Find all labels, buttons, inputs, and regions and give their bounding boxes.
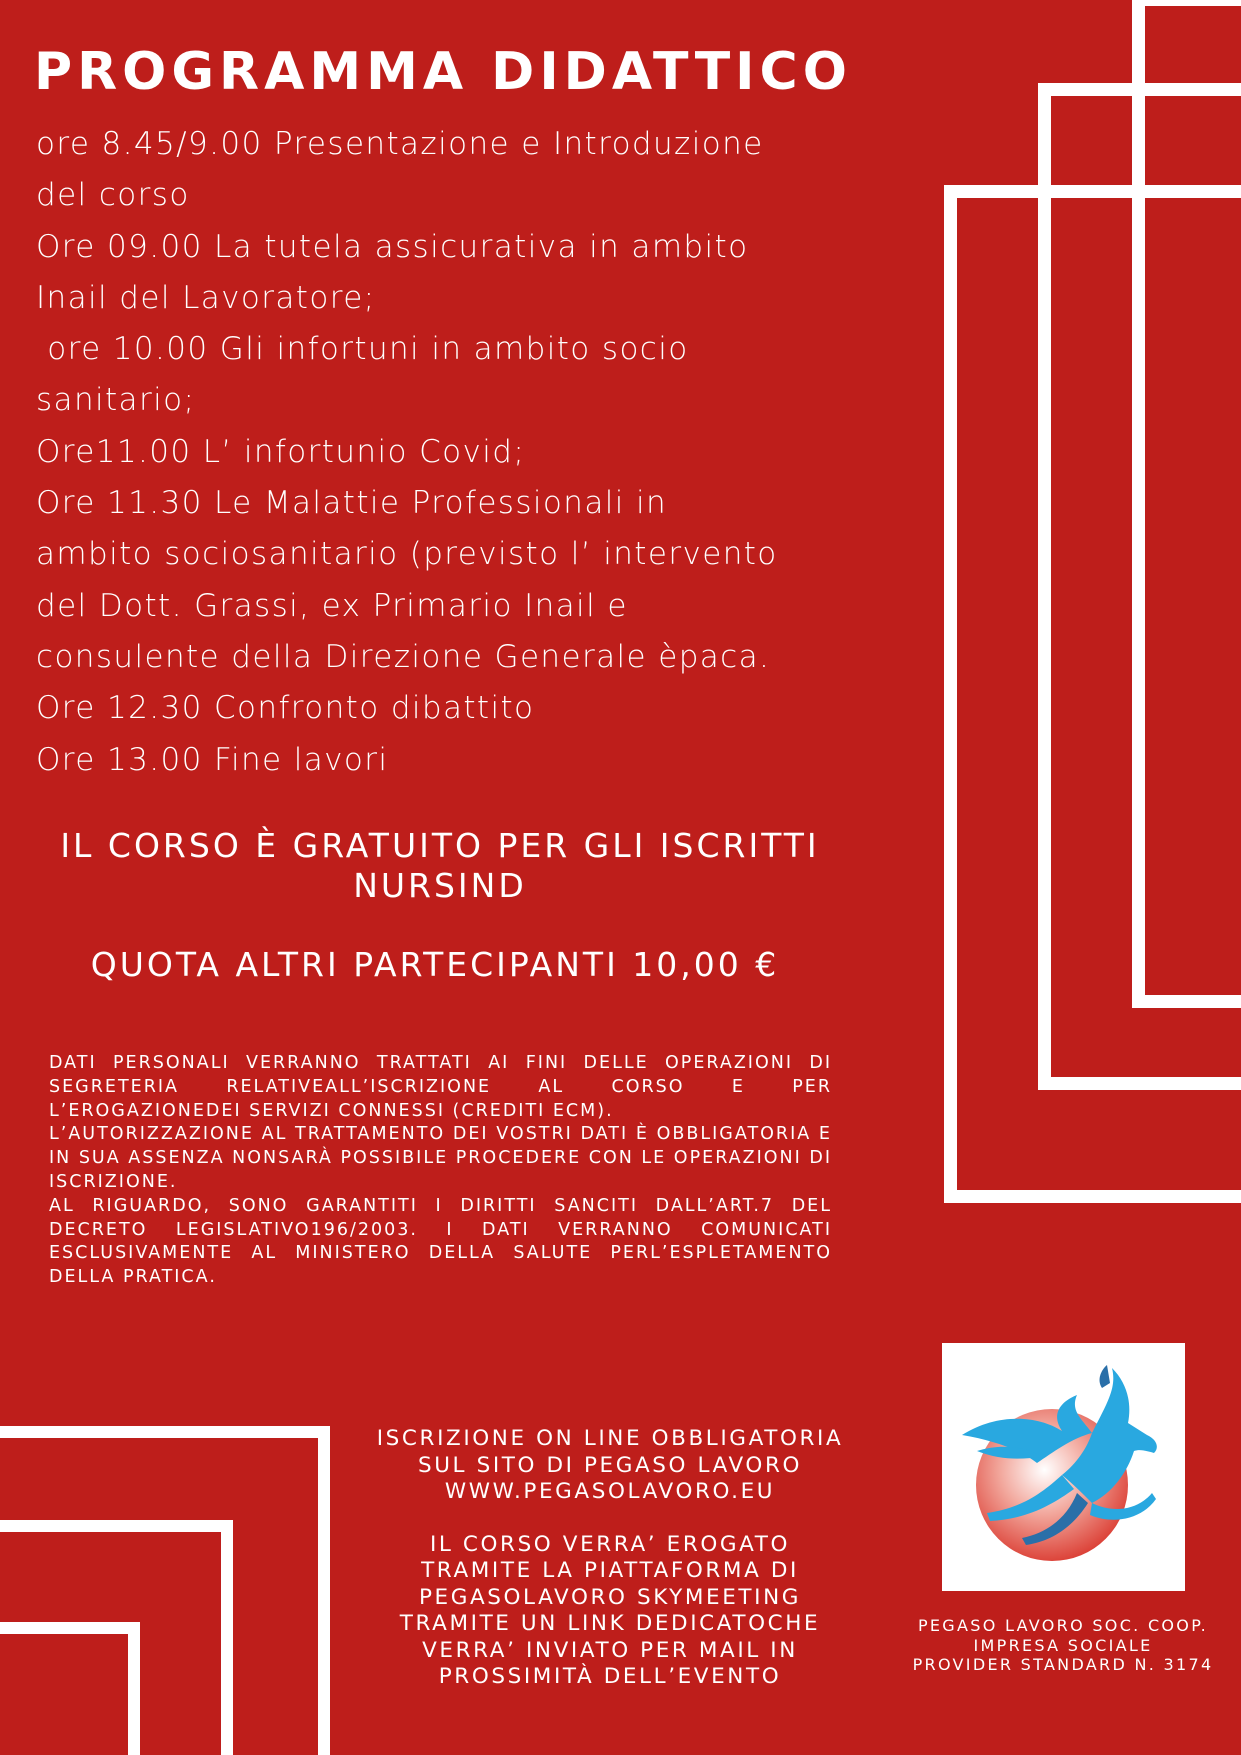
privacy-paragraph: L’AUTORIZZAZIONE AL TRATTAMENTO DEI VOSTRI DATI È OBBLIGATORIA E IN SUA ASSENZA NONSARÀ POSSIBILE PROCEDERE CON LE OPERAZIONI DI ISCRIZIONE. (49, 1124, 832, 1192)
schedule-line: Ore 11.30 Le Malattie Professionali in (36, 485, 668, 522)
registration-info (330, 1426, 890, 1691)
participant-fee-notice: QUOTA ALTRI PARTECIPANTI 10,00 € (90, 945, 780, 984)
pegaso-logo (942, 1343, 1185, 1591)
delivery-line: VERRA’ INVIATO PER MAIL IN (422, 1637, 798, 1663)
schedule-line: sanitario; (36, 382, 196, 419)
schedule-line: ore 8.45/9.00 Presentazione e Introduzione (36, 126, 764, 162)
provider-line: PEGASO LAVORO SOC. COOP. (917, 1616, 1209, 1635)
delivery-line: PROSSIMITÀ DELL’EVENTO (438, 1664, 782, 1689)
delivery-line: TRAMITE LA PIATTAFORMA DI (421, 1558, 799, 1583)
privacy-paragraph: DATI PERSONALI VERRANNO TRATTATI AI FINI DELLE OPERAZIONI DI SEGRETERIA RELATIVEALL’ISCRIZIONE AL CORSO E PER L’EROGAZIONEDEI SERVIZI CONNESSI (CREDITI ECM). (49, 1053, 832, 1121)
delivery-line: TRAMITE UN LINK DEDICATOCHE (399, 1611, 821, 1636)
schedule-line: Ore 12.30 Confronto dibattito (36, 690, 535, 727)
schedule-line: Ore 13.00 Fine lavori (36, 741, 389, 778)
pegasus-icon (942, 1343, 1185, 1591)
delivery-block (330, 1532, 890, 1691)
schedule-line: Ore11.00 L’ infortunio Covid; (36, 433, 526, 470)
registration-block (330, 1426, 890, 1506)
privacy-notice (49, 1052, 832, 1290)
page-title: PROGRAMMA DIDATTICO (34, 42, 852, 102)
schedule-line: del Dott. Grassi, ex Primario Inail e (36, 587, 628, 624)
schedule-line: del corso (36, 177, 190, 214)
registration-website-link[interactable]: WWW.PEGASOLAVORO.EU (444, 1479, 776, 1504)
schedule-line: ore 10.00 Gli infortuni in ambito socio (36, 331, 689, 368)
program-schedule (36, 119, 886, 786)
registration-line: SUL SITO DI PEGASO LAVORO (417, 1452, 803, 1478)
delivery-line: IL CORSO VERRA’ EROGATO (429, 1531, 791, 1557)
privacy-paragraph: AL RIGUARDO, SONO GARANTITI I DIRITTI SANCITI DALL’ART.7 DEL DECRETO LEGISLATIVO196/2003. I DATI VERRANNO COMUNICATI ESCLUSIVAMENTE AL MINISTERO DELLA SALUTE PERL’ESPLETAMENTO DELLA PRATICA. (49, 1195, 832, 1288)
free-course-notice: IL CORSO È GRATUITO PER GLI ISCRITTI NURSIND (60, 826, 820, 905)
registration-line: ISCRIZIONE ON LINE OBBLIGATORIA (376, 1426, 844, 1451)
provider-info (898, 1616, 1228, 1675)
schedule-line: Ore 09.00 La tutela assicurativa in ambito (36, 228, 749, 265)
schedule-line: consulente della Direzione Generale èpaca. (36, 638, 771, 675)
schedule-line: Inail del Lavoratore; (36, 279, 376, 316)
schedule-line: ambito sociosanitario (previsto l’ intervento (36, 536, 778, 573)
provider-line: IMPRESA SOCIALE (973, 1635, 1153, 1655)
provider-line: PROVIDER STANDARD N. 3174 (912, 1655, 1214, 1674)
delivery-line: PEGASOLAVORO SKYMEETING (418, 1584, 802, 1610)
